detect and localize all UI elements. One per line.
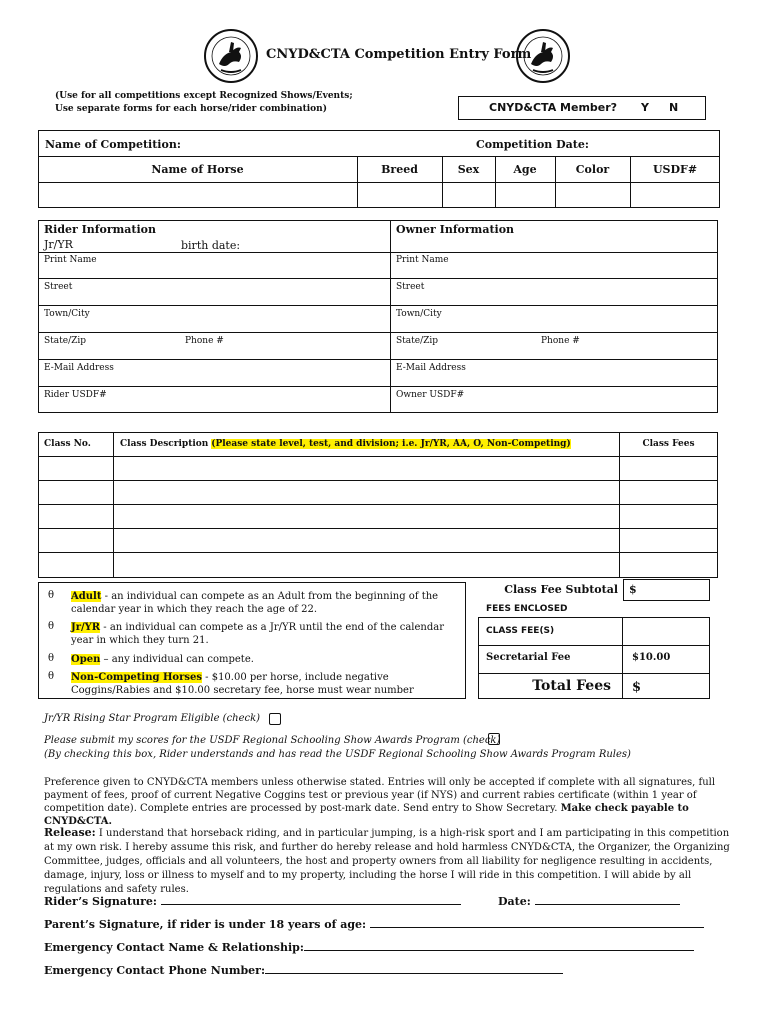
rider-state-field[interactable]: State/Zip (44, 336, 87, 346)
breed-header: Breed (381, 163, 418, 176)
owner-print-name-field[interactable]: Print Name (396, 255, 449, 265)
form-note: (Use for all competitions except Recognized Shows/Events; Use separate forms for each horse/rider combination) (55, 91, 353, 114)
rider-phone-field[interactable]: Phone # (185, 336, 224, 346)
member-no-option[interactable]: N (669, 101, 679, 114)
rider-signature-line[interactable]: Rider’s Signature: (44, 895, 461, 908)
non-competing-definition: Non-Competing Horses - $10.00 per horse, include negative Coggins/Rabies and $10.00 secretary fee, horse must wear number (71, 672, 414, 696)
total-fees-value: $ (632, 680, 642, 695)
class-fees-label: CLASS FEE(S) (486, 626, 555, 636)
member-yes-option[interactable]: Y (641, 101, 649, 114)
rising-star-label: Jr/YR Rising Star Program Eligible (check) (44, 713, 261, 724)
class-fee-subtotal-label: Class Fee Subtotal (504, 583, 618, 596)
usdf-submit-checkbox[interactable] (488, 733, 500, 745)
bullet-icon: θ (48, 671, 55, 682)
bullet-icon: θ (48, 621, 55, 632)
horse-name-header: Name of Horse (151, 163, 244, 176)
horse-rider-seal-icon (203, 28, 259, 84)
open-definition: Open – any individual can compete. (71, 654, 254, 665)
class-description-note: (Please state level, test, and division; i.e. Jr/YR, AA, O, Non-Competing) (211, 439, 571, 449)
color-header: Color (575, 163, 610, 176)
release-paragraph: Release: I understand that horseback riding, and in particular jumping, is a high-risk sport and I am participating in this competition at my own risk. I hereby assume this risk, and further do hereby release and hold harmless CNYD&CTA, the Organizer, the Organizing Committee, judges, officials and all volunteers, the host and property owners from all liability for negligence resulting in accidents, damage, injury, loss or illness to myself and to my property, including the horse I will ride in this competition. I will abide by all regulations and safety rules. (44, 826, 730, 895)
rider-heading: Rider Information (44, 223, 157, 236)
owner-email-field[interactable]: E-Mail Address (396, 363, 466, 373)
owner-usdf-field[interactable]: Owner USDF# (396, 390, 465, 400)
rider-print-name-field[interactable]: Print Name (44, 255, 97, 265)
secretarial-fee-value: $10.00 (632, 652, 671, 663)
form-title: CNYD&CTA Competition Entry Form (266, 47, 532, 62)
emergency-contact-phone-line[interactable]: Emergency Contact Phone Number: (44, 964, 563, 977)
owner-heading: Owner Information (396, 223, 515, 236)
preference-paragraph: Preference given to CNYD&CTA members unless otherwise stated. Entries will only be accepted if complete with all signatures, full payment of fees, proof of current Negative Coggins test or previous year (if NYS) and current rabies certificate (within 1 year of competition date). Complete entries are processed by post-mark date. Send entry to Show Secretary. Make check payable to CNYD&CTA. (44, 777, 716, 827)
jr-yr-definition: Jr/YR - an individual can compete as a Jr/YR until the end of the calendar year in which they turn 21. (71, 622, 444, 646)
usdf-submit-label: Please submit my scores for the USDF Regional Schooling Show Awards Program (check) (44, 735, 501, 746)
bullet-icon: θ (48, 653, 55, 664)
secretarial-fee-label: Secretarial Fee (486, 652, 571, 663)
emergency-contact-name-line[interactable]: Emergency Contact Name & Relationship: (44, 941, 694, 954)
jr-yr-label: Jr/YR (44, 238, 73, 251)
parent-signature-line[interactable]: Parent’s Signature, if rider is under 18 years of age: (44, 918, 704, 931)
subtotal-value: $ (629, 583, 637, 596)
class-table (38, 432, 718, 578)
competition-date-label: Competition Date: (476, 138, 589, 151)
rider-street-field[interactable]: Street (44, 282, 73, 292)
owner-town-field[interactable]: Town/City (396, 309, 442, 319)
rider-usdf-field[interactable]: Rider USDF# (44, 390, 107, 400)
bullet-icon: θ (48, 590, 55, 601)
class-fees-header: Class Fees (642, 439, 695, 449)
adult-definition: Adult - an individual can compete as an Adult from the beginning of the calendar year in which they reach the age of 22. (71, 591, 439, 615)
usdf-note: (By checking this box, Rider understands and has read the USDF Regional Schooling Show Awards Program Rules) (44, 749, 631, 760)
rider-email-field[interactable]: E-Mail Address (44, 363, 114, 373)
fees-enclosed-label: FEES ENCLOSED (486, 604, 568, 614)
usdf-header: USDF# (652, 163, 698, 176)
class-description-header: Class Description (Please state level, test, and division; i.e. Jr/YR, AA, O, Non-Competing) (120, 439, 571, 449)
owner-phone-field[interactable]: Phone # (541, 336, 580, 346)
date-line[interactable]: Date: (498, 895, 680, 908)
owner-street-field[interactable]: Street (396, 282, 425, 292)
age-header: Age (513, 163, 537, 176)
class-no-header: Class No. (44, 439, 91, 449)
owner-state-field[interactable]: State/Zip (396, 336, 439, 346)
rider-town-field[interactable]: Town/City (44, 309, 90, 319)
birth-date-label: birth date: (181, 239, 241, 252)
make-check-payable: Make check payable to CNYD&CTA. (44, 803, 689, 827)
competition-name-label: Name of Competition: (45, 138, 181, 151)
member-label: CNYD&CTA Member? (489, 101, 618, 114)
total-fees-label: Total Fees (532, 678, 611, 694)
rising-star-checkbox[interactable] (269, 713, 281, 725)
rider-owner-table (38, 220, 718, 413)
member-box (458, 96, 706, 120)
sex-header: Sex (457, 163, 480, 176)
